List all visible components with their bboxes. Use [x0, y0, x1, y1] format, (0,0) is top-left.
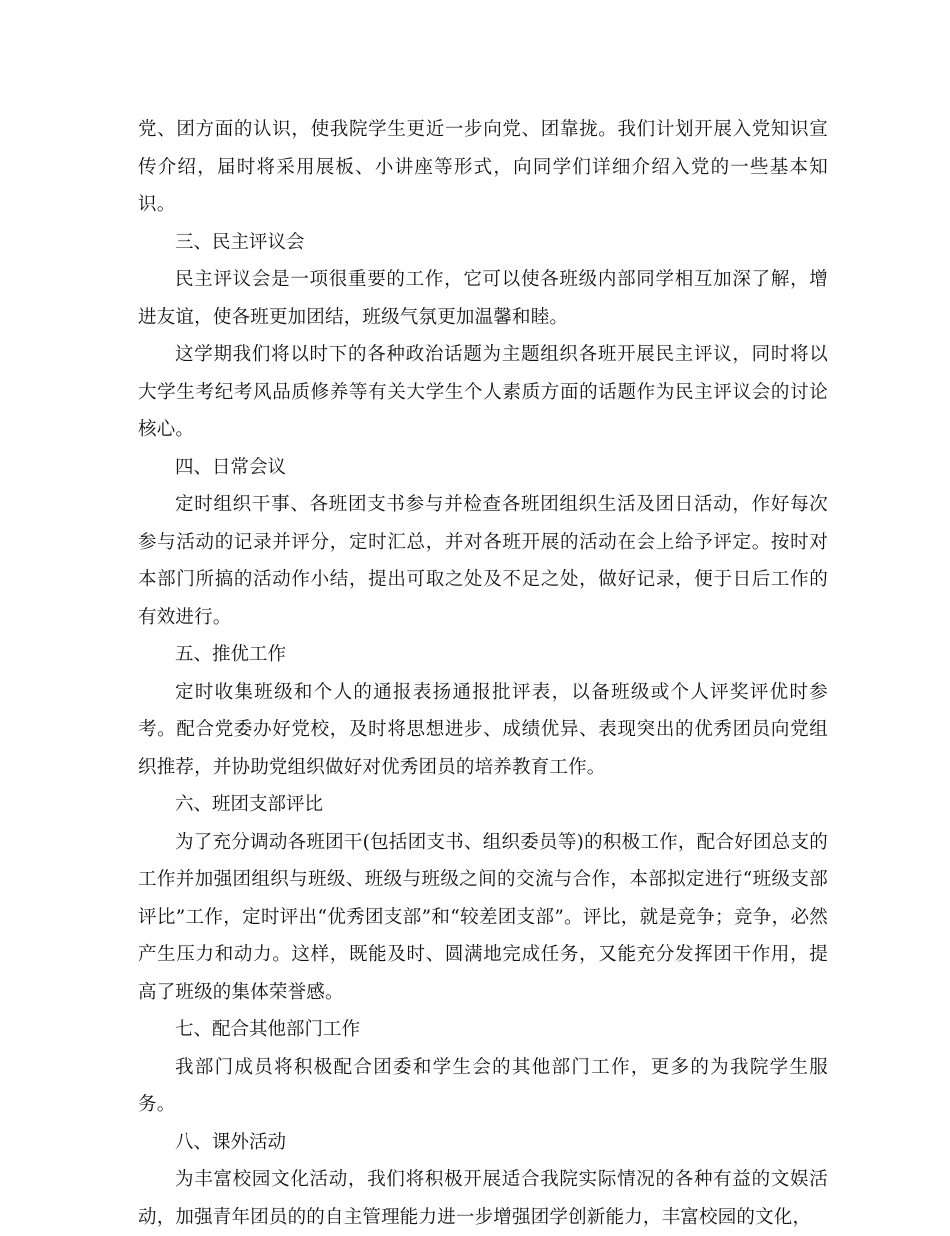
paragraph-cooperate-departments: 我部门成员将积极配合团委和学生会的其他部门工作，更多的为我院学生服务。	[138, 1056, 828, 1115]
paragraph-democratic-review-2: 这学期我们将以时下的各种政治话题为主题组织各班开展民主评议，同时将以大学生考纪考风品质修养等有关大学生个人素质方面的话题作为民主评议会的讨论核心。	[138, 344, 828, 440]
paragraph-extracurricular: 为丰富校园文化活动，我们将积极开展适合我院实际情况的各种有益的文娱活动，加强青年团员的的自主管理能力进一步增强团学创新能力，丰富校园的文化，	[138, 1169, 828, 1228]
document-body	[138, 111, 828, 1236]
paragraph-recommend-excellent: 定时收集班级和个人的通报表扬通报批评表，以备班级或个人评奖评优时参考。配合党委办好党校，及时将思想进步、成绩优异、表现突出的优秀团员向党组织推荐，并协助党组织做好对优秀团员的培养教育工作。	[138, 681, 828, 778]
heading-daily-meetings: 四、日常会议	[175, 456, 287, 478]
heading-cooperate-departments: 七、配合其他部门工作	[175, 1019, 361, 1040]
heading-democratic-review: 三、民主评议会	[175, 231, 305, 253]
heading-recommend-excellent: 五、推优工作	[175, 644, 287, 665]
paragraph-intro: 党、团方面的认识，使我院学生更近一步向党、团靠拢。我们计划开展入党知识宣传介绍，届时将采用展板、小讲座等形式，向同学们详细介绍入党的一些基本知识。	[138, 119, 828, 215]
heading-extracurricular: 八、课外活动	[175, 1131, 287, 1153]
paragraph-daily-meetings: 定时组织干事、各班团支书参与并检查各班团组织生活及团日活动，作好每次参与活动的记录并评分，定时汇总，并对各班开展的活动在会上给予评定。按时对本部门所搞的活动作小结，提出可取之处及不足之处，做好记录，便于日后工作的有效进行。	[138, 494, 828, 628]
paragraph-branch-evaluation: 为了充分调动各班团干(包括团支书、组织委员等)的积极工作，配合好团总支的工作并加强团组织与班级、班级与班级之间的交流与合作，本部拟定进行“班级支部评比”工作，定时评出“优秀团支部”和“较差团支部”。评比，就是竞争；竞争，必然产生压力和动力。这样，既能及时、圆满地完成任务，又能充分发挥团干作用，提高了班级的集体荣誉感。	[138, 831, 828, 1003]
heading-branch-evaluation: 六、班团支部评比	[175, 794, 324, 815]
paragraph-democratic-review-1: 民主评议会是一项很重要的工作，它可以使各班级内部同学相互加深了解，增进友谊，使各班更加团结，班级气氛更加温馨和睦。	[138, 269, 828, 328]
